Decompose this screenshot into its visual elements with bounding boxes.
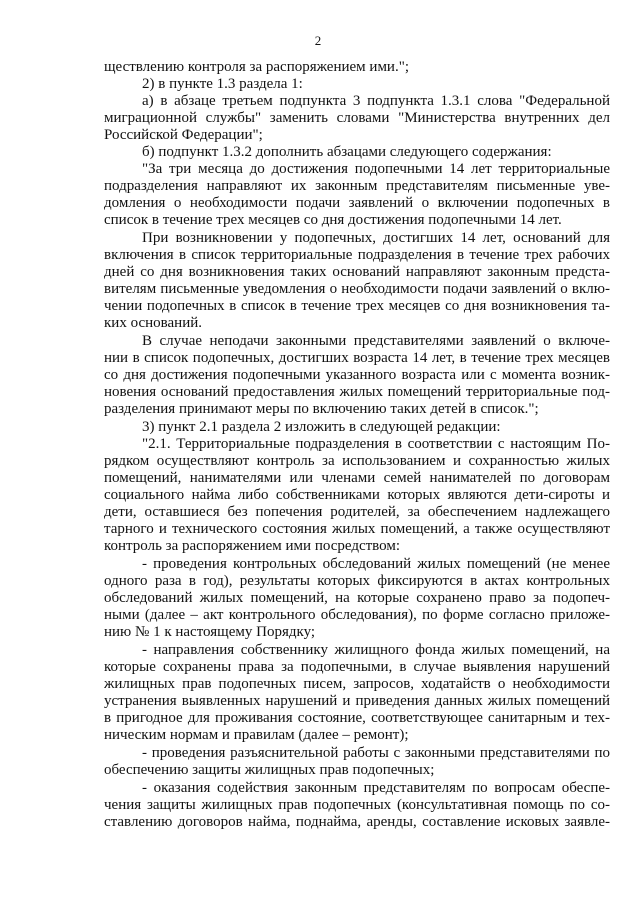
text-line: "2.1. Территориальные подразделения в соответствии с настоящим По-	[142, 436, 610, 452]
text-line: социального найма либо собственниками которых являются дети-сироты и	[104, 487, 610, 503]
text-line: а) в абзаце третьем подпункта 3 подпункта 1.3.1 слова "Федеральной	[142, 93, 610, 109]
text-line: устранения выявленных нарушений и приведения данных жилых помещений	[104, 693, 610, 709]
text-line: рядком осуществляют контроль за использованием и сохранностью жилых	[104, 453, 610, 469]
text-line: жилищных прав подопечных писем, запросов, ходатайств о необходимости	[104, 676, 610, 692]
text-line: домления о необходимости подачи заявлений о включении подопечных в	[104, 195, 610, 211]
text-line: "За три месяца до достижения подопечными 14 лет территориальные	[142, 161, 610, 177]
text-line: 3) пункт 2.1 раздела 2 изложить в следующей редакции:	[142, 419, 501, 435]
text-line: ких оснований.	[104, 315, 202, 331]
text-line: ществлению контроля за распоряжением ими.";	[104, 59, 410, 75]
text-line: нии в список подопечных, достигших возраста 14 лет, в течение трех месяцев	[104, 350, 610, 366]
text-line: Российской Федерации";	[104, 127, 263, 143]
text-line: При возникновении у подопечных, достигших 14 лет, оснований для	[142, 230, 610, 246]
page-number: 2	[314, 33, 322, 48]
text-line: список в течение трех месяцев со дня достижения подопечными 14 лет.	[104, 212, 562, 228]
text-line: 2) в пункте 1.3 раздела 1:	[142, 76, 303, 92]
text-line: дети, оставшиеся без попечения родителей, за обеспечением надлежащего	[104, 504, 610, 520]
text-line: чении подопечных в список в течение трех месяцев со дня возникновения та-	[104, 298, 610, 314]
text-line: новения оснований предоставления жилых помещений территориальные под-	[104, 384, 610, 400]
text-line: б) подпункт 1.3.2 дополнить абзацами следующего содержания:	[142, 144, 552, 160]
text-line: разделения принимают меры по включению таких детей в список.";	[104, 401, 539, 417]
text-line: со дня достижения подопечными указанного возраста или с момента возник-	[104, 367, 610, 383]
text-line: обследований жилых помещений, на которые сохранено право за подопеч-	[104, 590, 610, 606]
text-line: в пригодное для проживания состояние, соответствующее санитарным и тех-	[104, 710, 610, 726]
text-line: - оказания содействия законным представителям по вопросам обеспе-	[142, 780, 610, 796]
text-line: включения в список территориальные подразделения в течение трех рабочих	[104, 247, 610, 263]
text-line: нию № 1 к настоящему Порядку;	[104, 624, 316, 640]
text-line: тарного и технического состояния жилых помещений, а также осуществляют	[104, 521, 610, 537]
text-line: дней со дня возникновения таких оснований направляют законным предста-	[104, 264, 610, 280]
text-line: контроль за распоряжением ими посредством:	[104, 538, 401, 554]
text-line: одного раза в год), результаты которых фиксируются в актах контрольных	[104, 573, 610, 589]
text-line: - проведения разъяснительной работы с законными представителями по	[142, 745, 610, 761]
text-line: В случае неподачи законными представителями заявлений о включе-	[142, 333, 610, 349]
text-line: вителям письменные уведомления о необходимости подачи заявлений о вклю-	[104, 281, 610, 297]
text-line: миграционной службы" заменить словами "Министерства внутренних дел	[104, 110, 610, 126]
text-line: ными (далее – акт контрольного обследования), по форме согласно приложе-	[104, 607, 610, 623]
text-line: помещений, нанимателями или членами семей нанимателей по договорам	[104, 470, 610, 486]
document-body	[104, 59, 610, 831]
text-line: чения защиты жилищных прав подопечных (консультативная помощь по со-	[104, 797, 610, 813]
text-line: которые сохранены права за подопечными, в случае выявления нарушений	[104, 659, 610, 675]
text-line: обеспечению защиты жилищных прав подопечных;	[104, 762, 435, 778]
text-line: ническим нормам и правилам (далее – ремонт);	[104, 727, 409, 743]
text-line: - направления собственнику жилищного фонда жилых помещений, на	[142, 642, 610, 658]
text-line: - проведения контрольных обследований жилых помещений (не менее	[142, 556, 610, 572]
text-line: подразделения направляют их законным представителям письменные уве-	[104, 178, 610, 194]
text-line: ставлению договоров найма, поднайма, аренды, составление исковых заявле-	[104, 814, 610, 830]
